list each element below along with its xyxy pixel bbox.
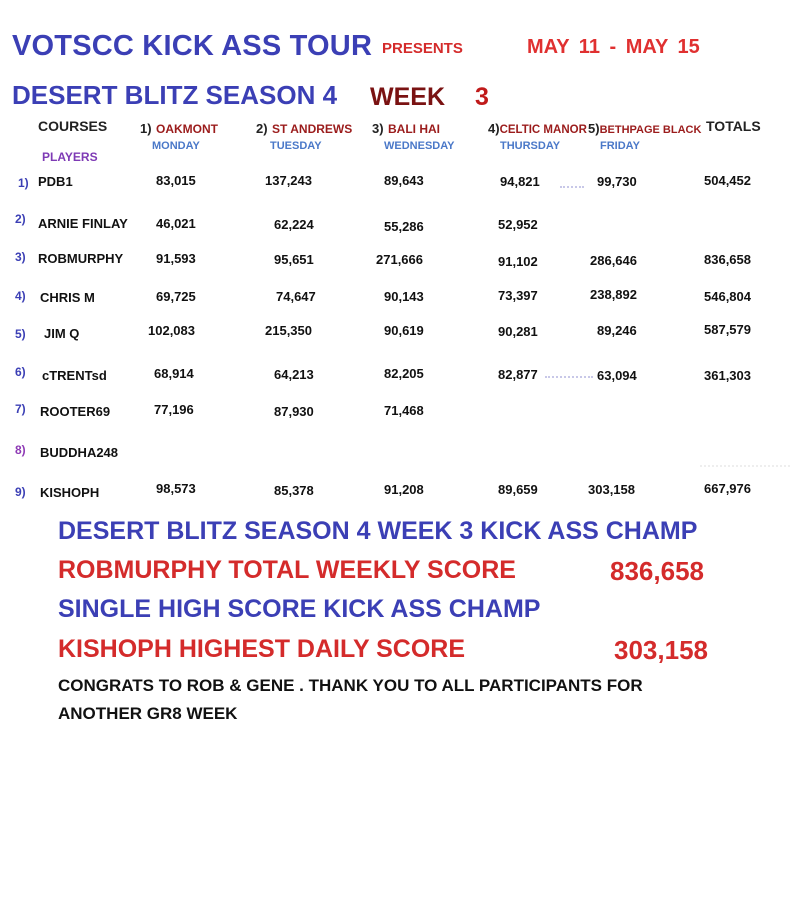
player-name: ROBMURPHY [38, 251, 124, 266]
row-number: 9) [15, 485, 26, 499]
date-range: MAY 11 - MAY 15 [527, 36, 700, 58]
score-thursday: 90,281 [498, 324, 538, 339]
score-wednesday: 71,468 [384, 403, 424, 418]
score-thursday: 91,102 [498, 254, 538, 269]
dotted-divider [560, 186, 584, 188]
course-header-2 [256, 120, 352, 138]
score-total: 836,658 [704, 252, 751, 267]
score-friday: 89,246 [597, 323, 637, 338]
score-total: 504,452 [704, 173, 751, 188]
score-total: 667,976 [704, 481, 751, 496]
score-monday: 46,021 [156, 216, 196, 231]
score-thursday: 52,952 [498, 217, 538, 232]
season-title: DESERT BLITZ SEASON 4 [12, 80, 338, 110]
score-wednesday: 90,143 [384, 289, 424, 304]
score-wednesday: 89,643 [384, 173, 424, 188]
score-tuesday: 215,350 [265, 323, 312, 338]
congrats-line-1: CONGRATS TO ROB & GENE . THANK YOU TO ALL PARTICIPANTS FOR [58, 676, 643, 695]
presents-label: PRESENTS [382, 40, 463, 57]
day-thursday: THURSDAY [500, 140, 561, 152]
single-champ-score: 303,158 [614, 635, 708, 665]
row-number: 5) [15, 327, 26, 341]
score-tuesday: 95,651 [274, 252, 314, 267]
row-number: 6) [15, 365, 26, 379]
dotted-divider [545, 376, 593, 378]
score-monday: 68,914 [154, 366, 194, 381]
player-name: PDB1 [38, 174, 73, 189]
courses-label: COURSES [38, 118, 108, 134]
course-header-1 [140, 120, 218, 138]
score-wednesday: 90,619 [384, 323, 424, 338]
score-total: 361,303 [704, 368, 751, 383]
course-name: OAKMONT [156, 122, 219, 136]
tour-title: VOTSCC KICK ASS TOUR [12, 30, 373, 62]
score-friday: 286,646 [590, 253, 637, 268]
totals-label: TOTALS [706, 118, 761, 134]
dotted-divider [700, 465, 790, 467]
week-label: WEEK [370, 83, 445, 111]
row-number: 8) [15, 443, 26, 457]
score-total: 587,579 [704, 322, 751, 337]
course-header-5 [588, 120, 701, 138]
weekly-champ-line: ROBMURPHY TOTAL WEEKLY SCORE [58, 556, 516, 584]
player-name: CHRIS M [40, 290, 95, 305]
course-num: 2) [256, 121, 268, 136]
row-number: 1) [18, 176, 29, 190]
players-label: PLAYERS [42, 150, 98, 164]
row-number: 3) [15, 250, 26, 264]
score-thursday: 73,397 [498, 288, 538, 303]
score-wednesday: 55,286 [384, 219, 424, 234]
course-name: ST ANDREWS [272, 122, 353, 136]
score-tuesday: 137,243 [265, 173, 312, 188]
single-champ-line: KISHOPH HIGHEST DAILY SCORE [58, 635, 466, 663]
score-tuesday: 74,647 [276, 289, 316, 304]
score-wednesday: 91,208 [384, 482, 424, 497]
weekly-champ-heading: DESERT BLITZ SEASON 4 WEEK 3 KICK ASS CHAMP [58, 517, 698, 545]
score-wednesday: 271,666 [376, 252, 423, 267]
row-number: 4) [15, 289, 26, 303]
course-name: CELTIC MANOR [499, 124, 587, 136]
week-number: 3 [475, 83, 489, 111]
course-header-3 [372, 120, 440, 138]
course-num: 5) [588, 121, 600, 136]
course-name: BALI HAI [388, 122, 441, 136]
score-friday: 99,730 [597, 174, 637, 189]
score-friday: 238,892 [590, 287, 637, 302]
score-total: 546,804 [704, 289, 751, 304]
score-thursday: 89,659 [498, 482, 538, 497]
score-tuesday: 62,224 [274, 217, 314, 232]
congrats-line-2: ANOTHER GR8 WEEK [58, 704, 238, 723]
score-thursday: 94,821 [500, 174, 540, 189]
score-monday: 77,196 [154, 402, 194, 417]
player-name: KISHOPH [40, 485, 100, 500]
day-wednesday: WEDNESDAY [384, 140, 455, 152]
course-num: 3) [372, 121, 384, 136]
score-monday: 98,573 [156, 481, 196, 496]
score-monday: 91,593 [156, 251, 196, 266]
weekly-champ-score: 836,658 [610, 556, 704, 586]
course-num: 1) [140, 121, 152, 136]
score-monday: 83,015 [156, 173, 196, 188]
score-monday: 102,083 [148, 323, 195, 338]
player-name: ROOTER69 [40, 404, 111, 419]
score-monday: 69,725 [156, 289, 196, 304]
course-num: 4) [488, 121, 500, 136]
row-number: 7) [15, 402, 26, 416]
player-name: cTRENTsd [42, 368, 107, 383]
score-tuesday: 85,378 [274, 483, 314, 498]
day-monday: MONDAY [152, 140, 200, 152]
score-wednesday: 82,205 [384, 366, 424, 381]
day-tuesday: TUESDAY [270, 140, 322, 152]
score-thursday: 82,877 [498, 367, 538, 382]
player-name: ARNIE FINLAY [38, 216, 128, 231]
score-friday: 63,094 [597, 368, 637, 383]
player-name: BUDDHA248 [40, 445, 119, 460]
row-number: 2) [15, 212, 26, 226]
score-friday: 303,158 [588, 482, 635, 497]
single-champ-heading: SINGLE HIGH SCORE KICK ASS CHAMP [58, 595, 541, 623]
course-header-4 [488, 120, 587, 138]
player-name: JIM Q [44, 326, 80, 341]
score-tuesday: 64,213 [274, 367, 314, 382]
course-name: BETHPAGE BLACK [599, 124, 702, 136]
day-friday: FRIDAY [600, 140, 640, 152]
score-tuesday: 87,930 [274, 404, 314, 419]
